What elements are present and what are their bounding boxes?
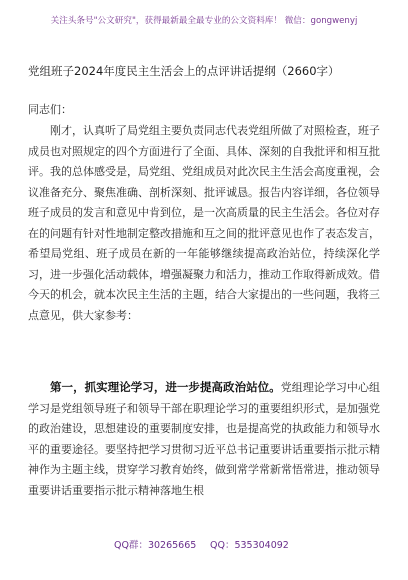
section-body-1: 党组理论学习中心组学习是党组领导班子和领导干部在职理论学习的重要组织形式，是加强党的政治建设，思想建设的重要制度安排，也是提高党的执政能力和领导水平的重要途径。要坚持把学习贯彻习近平总书记重要讲话重要指示批示精神作为主题主线，贯穿学习教育始终，做到常学常新常悟常进，推动领导重要讲话重要指示批示精神落地生根 xyxy=(28,381,381,497)
body-paragraph-2 xyxy=(28,377,380,501)
body-paragraph-1: 刚才，认真听了局党组主要负责同志代表党组所做了对照检查，班子成员也对照规定的四个方面进行了全面、具体、深刻的自我批评和相互批评。我的总体感受是，局党组、党组成员对此次民主生活会高度重视，会议准备充分、聚焦准确、剖析深刻、批评诚恳。报告内容详细，各位领导班子成员的发言和意见中肯到位，是一次高质量的民主生活会。各位对存在的问题有针对性地制定整改措施和互之间的批评意见也作了表态发言，希望局党组、班子成员在新的一年能够继续提高政治站位，持续深化学习，进一步强化活动载体，增强凝聚力和活力，推动工作取得新成效。借今天的机会，就本次民主生活的主题，结合大家提出的一些问题，我将三点意见，供大家参考： xyxy=(28,124,380,322)
section-heading-1: 第一，抓实理论学习，进一步提高政治站位。 xyxy=(50,380,281,394)
qq-contact: QQ：535304092 xyxy=(210,540,289,551)
document-title: 党组班子2024年度民主生活会上的点评讲话提纲（2660字） xyxy=(28,64,340,78)
header-banner: 关注头条号"公文研究"，获得最新最全最专业的公文资料库！ 微信：gongwenyj xyxy=(50,16,358,26)
salutation: 同志们： xyxy=(28,103,72,116)
qq-group-contact: QQ群：30265665 xyxy=(114,540,197,551)
